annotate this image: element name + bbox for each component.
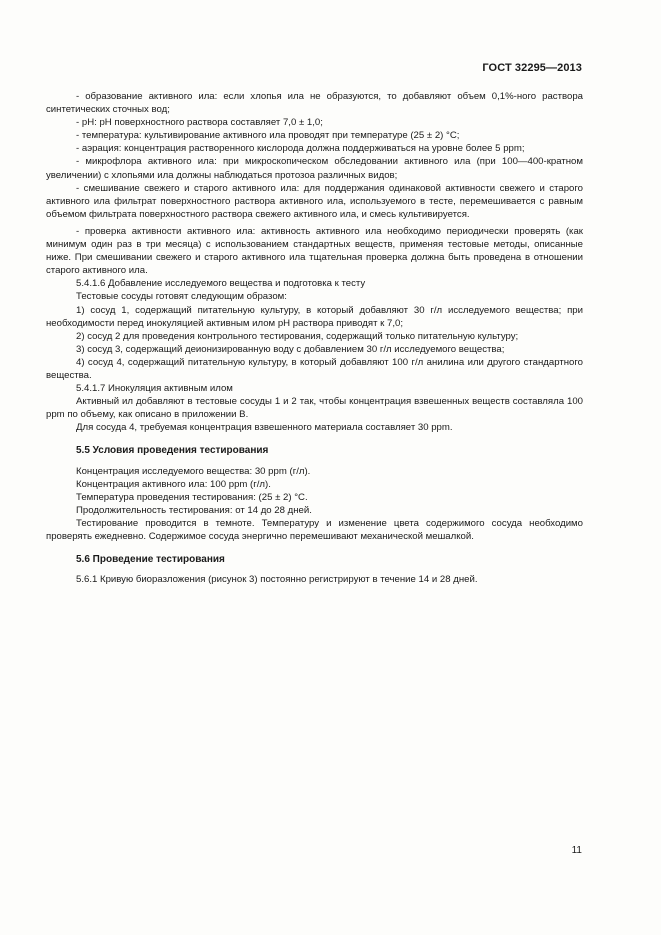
list-item-temperature: - температура: культивирование активного ила проводят при температуре (25 ± 2) °C;	[76, 130, 460, 142]
list-item-activated-sludge-formation: - образование активного ила: если хлопья ила не образуются, то добавляют объем 0,1%-ного раствора синтетических сточных вод;	[46, 91, 583, 116]
section-heading-5-6: 5.6 Проведение тестирования	[76, 554, 225, 566]
paragraph-vessel-4-concentration: Для сосуда 4, требуемая концентрация взвешенного материала составляет 30 ppm.	[76, 422, 453, 434]
list-item-vessel-3: 3) сосуд 3, содержащий деионизированную воду с добавлением 30 г/л исследуемого вещества;	[76, 343, 505, 355]
list-item-aeration: - аэрация: концентрация растворенного кислорода должна поддерживаться на уровне более 5 ppm;	[76, 143, 525, 155]
condition-line: Температура проведения тестирования: (25 ± 2) °C.	[76, 491, 308, 503]
section-heading-5-5: 5.5 Условия проведения тестирования	[76, 445, 269, 457]
paragraph-inoculation: Активный ил добавляют в тестовые сосуды 1 и 2 так, чтобы концентрация взвешенных веществ составляла 100 ppm по объему, как описано в приложении В.	[46, 396, 583, 421]
list-item-vessel-4: 4) сосуд 4, содержащий питательную культуру, в который добавляют 100 г/л анилина или другого стандартного вещества.	[46, 356, 583, 381]
document-code: ГОСТ 32295—2013	[482, 62, 582, 74]
condition-paragraph: Тестирование проводится в темноте. Температуру и изменение цвета содержимого сосуда необходимо проверять ежедневно. Содержимое сосуда энергично перемешивают механической мешалкой.	[46, 517, 583, 542]
condition-line: Продолжительность тестирования: от 14 до 28 дней.	[76, 504, 312, 516]
paragraph-vessels-intro: Тестовые сосуды готовят следующим образом:	[76, 291, 287, 303]
paragraph-5-6-1: 5.6.1 Кривую биоразложения (рисунок 3) постоянно регистрируют в течение 14 и 28 дней.	[76, 574, 478, 586]
list-item-microflora: - микрофлора активного ила: при микроскопическом обследовании активного ила (при 100—400-кратном увеличении) с хлопьями ила должны наблюдаться протозоа различных видов;	[46, 156, 583, 181]
list-item-vessel-2: 2) сосуд 2 для проведения контрольного тестирования, содержащий только питательную культуру;	[76, 330, 519, 342]
list-item-vessel-1: 1) сосуд 1, содержащий питательную культуру, в который добавляют 30 г/л исследуемого вещества; при необходимости перед инокуляцией активным илом pH раствора приводят к 7,0;	[46, 304, 583, 329]
list-item-ph: - pH: pH поверхностного раствора составляет 7,0 ± 1,0;	[76, 117, 323, 129]
page-body	[46, 90, 583, 586]
list-item-activity-check: - проверка активности активного ила: активность активного ила необходимо периодически проверять (как минимум один раз в три месяца) с использованием стандартных веществ, применяя тестовые методы, описанные ниже. При смешивании свежего и старого активного ила тщательная проверка должна быть проведена в отношении старого активного ила.	[46, 225, 583, 277]
list-item-mixing: - смешивание свежего и старого активного ила: для поддержания одинаковой активности свежего и старого активного ила фильтрат поверхностного раствора активного ила, используемого в тесте, перемешивается с равным объемом фильтрата поверхностного раствора свежего активного ила, и смесь культивируется.	[46, 182, 583, 220]
condition-line: Концентрация активного ила: 100 ppm (г/л).	[76, 478, 271, 490]
page-number: 11	[571, 845, 582, 856]
condition-line: Концентрация исследуемого вещества: 30 ppm (г/л).	[76, 465, 311, 477]
subsection-heading-5-4-1-6: 5.4.1.6 Добавление исследуемого вещества и подготовка к тесту	[76, 278, 366, 290]
subsection-heading-5-4-1-7: 5.4.1.7 Инокуляция активным илом	[76, 383, 233, 395]
